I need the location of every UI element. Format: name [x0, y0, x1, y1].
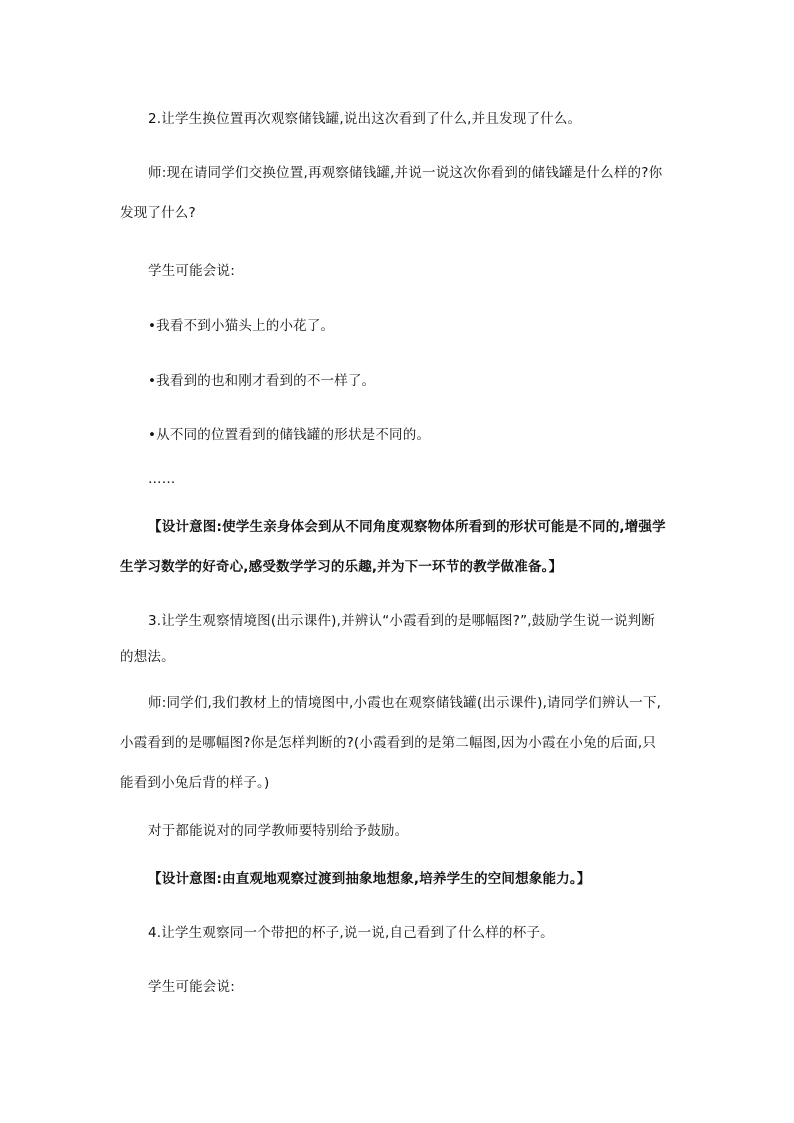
- bullet-item: •从不同的位置看到的储钱罐的形状是不同的。: [148, 427, 431, 443]
- teacher-dialog-line-1: 师:同学们,我们教材上的情境图中,小霞也在观察储钱罐(出示课件),请同学们辨认一下,: [148, 695, 662, 711]
- students-may-say-label-2: 学生可能会说:: [148, 979, 235, 995]
- teacher-dialog-line-2: 小霞看到的是哪幅图?你是怎样判断的?(小霞看到的是第二幅图,因为小霞在小兔的后面,只: [120, 735, 657, 751]
- students-may-say-label: 学生可能会说:: [148, 263, 235, 279]
- step-3-heading-line-2: 的想法。: [120, 649, 175, 665]
- teacher-dialog-line-3: 能看到小兔后背的样子。): [120, 775, 270, 791]
- bullet-item: •我看不到小猫头上的小花了。: [148, 318, 335, 334]
- bullet-item: •我看到的也和刚才看到的不一样了。: [148, 373, 376, 389]
- teacher-prompt-line-2: 发现了什么?: [120, 205, 196, 221]
- encouragement-note: 对于都能说对的同学教师要特别给予鼓励。: [148, 823, 409, 839]
- step-3-heading-line-1: 3.让学生观察情境图(出示课件),并辨认“小霞看到的是哪幅图?”,鼓励学生说一说判断: [148, 613, 656, 629]
- ellipsis: ……: [148, 471, 176, 487]
- teacher-prompt-line-1: 师:现在请同学们交换位置,再观察储钱罐,并说一说这次你看到的储钱罐是什么样的?你: [148, 165, 663, 181]
- step-2-heading: 2.让学生换位置再次观察储钱罐,说出这次看到了什么,并且发现了什么。: [148, 111, 582, 127]
- design-intent-line-2: 生学习数学的好奇心,感受数学学习的乐趣,并为下一环节的教学做准备。】: [120, 559, 563, 575]
- design-intent-2: 【设计意图:由直观地观察过渡到抽象地想象,培养学生的空间想象能力。】: [148, 871, 591, 887]
- design-intent-line-1: 【设计意图:使学生亲身体会到从不同角度观察物体所看到的形状可能是不同的,增强学: [148, 519, 666, 535]
- step-4-heading: 4.让学生观察同一个带把的杯子,说一说,自己看到了什么样的杯子。: [148, 925, 554, 941]
